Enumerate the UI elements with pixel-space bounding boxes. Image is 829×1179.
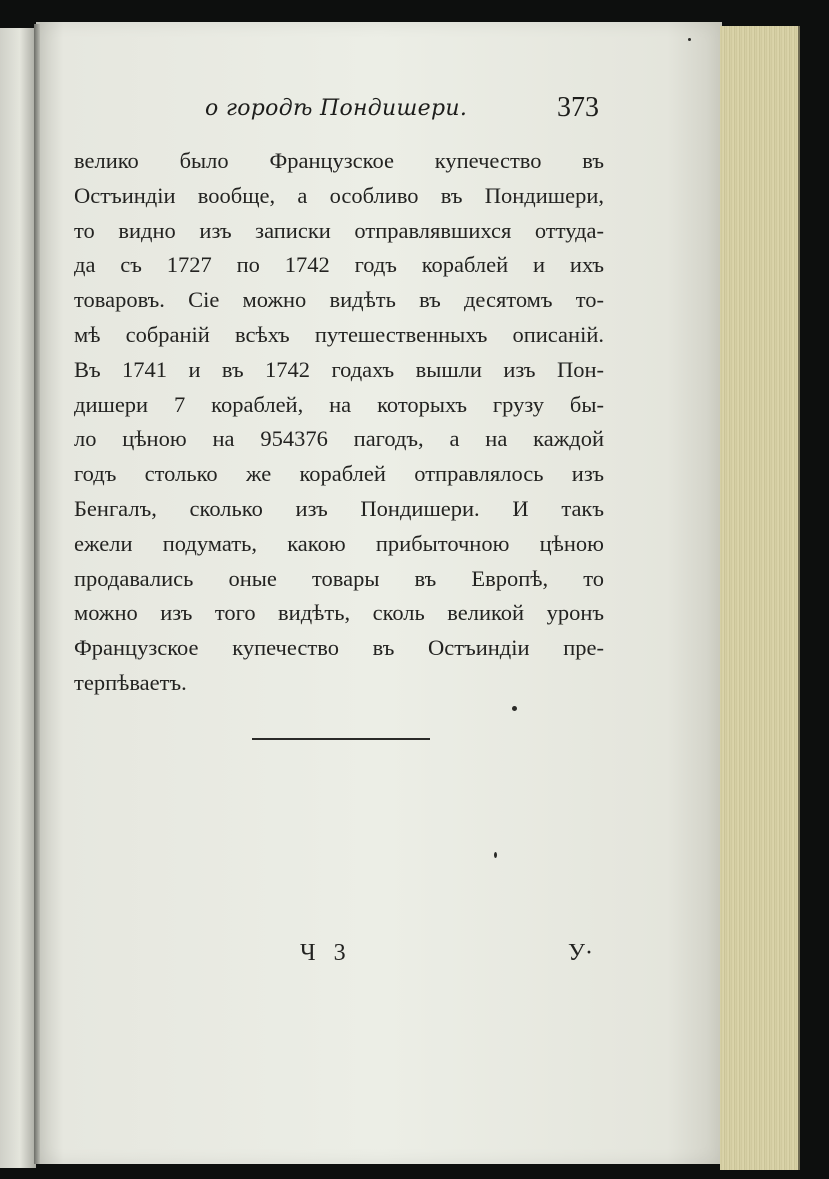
text-line: Остъиндіи вообще, а особливо въ Пондишери, (74, 182, 604, 208)
text-line: продавались оные товары въ Европѣ, то (74, 565, 604, 591)
body-text (74, 144, 604, 701)
signature-mark: Ч 3 (300, 940, 352, 966)
text-line: да съ 1727 по 1742 годъ кораблей и ихъ (74, 252, 604, 278)
text-line: Французское купечество въ Остъиндіи пре- (74, 635, 604, 661)
ink-speck (512, 706, 517, 711)
ink-speck (688, 38, 691, 41)
text-line: дишери 7 кораблей, на которыхъ грузу бы- (74, 391, 604, 417)
text-line: ежели подумать, какою прибыточною цѣною (74, 530, 604, 556)
page-edges (720, 26, 800, 1170)
ink-speck (494, 852, 497, 858)
text-line: ло цѣною на 954376 пагодъ, а на каждой (74, 426, 604, 452)
text-line: товаровъ. Сіе можно видѣть въ десятомъ то- (74, 287, 604, 313)
book-gutter (34, 24, 40, 1164)
catchword: У· (568, 940, 593, 966)
running-head: о городѣ Пондишери. (205, 96, 468, 121)
text-line: Въ 1741 и въ 1742 годахъ вышли изъ Пон- (74, 356, 604, 382)
text-line: мѣ собраній всѣхъ путешественныхъ описаній. (74, 321, 604, 347)
page-number: 373 (557, 92, 599, 123)
page-header (205, 92, 605, 132)
text-line: Бенгалъ, сколько изъ Пондишери. И такъ (74, 495, 604, 521)
text-line: годъ столько же кораблей отправлялось изъ (74, 461, 604, 487)
section-divider-rule (252, 738, 430, 740)
facing-page-edge (0, 28, 36, 1168)
text-line: то видно изъ записки отправлявшихся оттуда- (74, 217, 604, 243)
text-line: можно изъ того видѣть, сколь великой уронъ (74, 600, 604, 626)
text-line: велико было Французское купечество въ (74, 148, 604, 173)
text-line: терпѣваетъ. (74, 669, 187, 695)
